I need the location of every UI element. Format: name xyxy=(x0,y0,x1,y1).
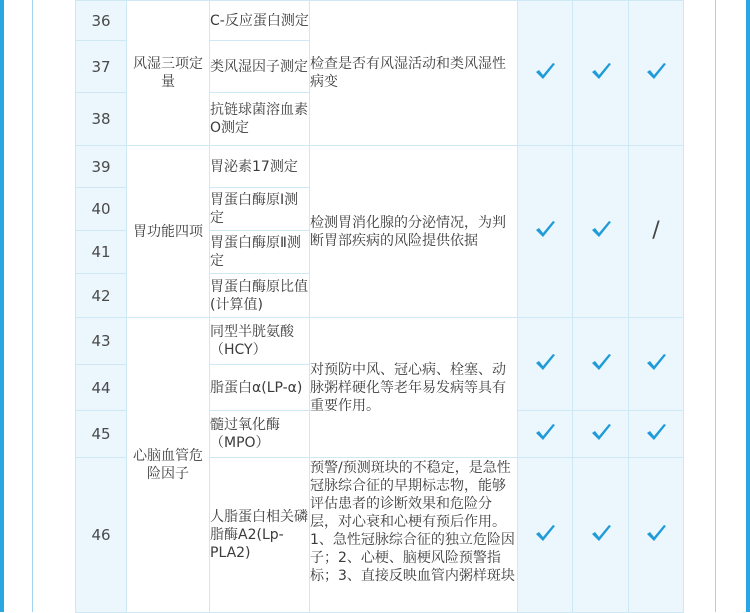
checkmark-icon xyxy=(646,352,666,372)
package-b-cell xyxy=(573,318,629,411)
item-name: 胃泌素17测定 xyxy=(210,146,310,188)
description-cell: 对预防中风、冠心病、栓塞、动脉粥样硬化等老年易发病等具有重要作用。 xyxy=(310,318,518,458)
row-number: 41 xyxy=(76,231,127,274)
item-name: 胃蛋白酶原Ⅰ测定 xyxy=(210,188,310,231)
category-cell: 胃功能四项 xyxy=(127,146,210,318)
checkmark-icon xyxy=(591,352,611,372)
item-name: C-反应蛋白测定 xyxy=(210,1,310,41)
row-number: 42 xyxy=(76,274,127,318)
package-a-cell xyxy=(518,318,573,411)
item-name: 类风湿因子测定 xyxy=(210,41,310,93)
description-cell: 预警/预测斑块的不稳定，是急性冠脉综合征的早期标志物，能够评估患者的诊断效果和危险分层，对心衰和心梗有预后作用。1、急性冠脉综合征的独立危险因子；2、心梗、脑梗风险预警指标；3、直接反映血管内粥样斑块 xyxy=(310,458,518,613)
left-frame-line xyxy=(32,0,33,612)
package-c-cell xyxy=(629,1,684,146)
row-number: 44 xyxy=(76,365,127,411)
checkmark-icon xyxy=(591,219,611,239)
package-b-cell xyxy=(573,146,629,318)
package-a-cell xyxy=(518,146,573,318)
checkmark-icon xyxy=(646,61,666,81)
item-name: 脂蛋白α(LP-α) xyxy=(210,365,310,411)
checkmark-icon xyxy=(646,422,666,442)
category-cell: 风湿三项定量 xyxy=(127,1,210,146)
package-a-cell xyxy=(518,411,573,458)
item-name: 髓过氧化酶（MPO） xyxy=(210,411,310,458)
description-cell: 检查是否有风湿活动和类风湿性病变 xyxy=(310,1,518,146)
checkmark-icon xyxy=(591,523,611,543)
not-applicable-mark: / xyxy=(652,217,660,243)
row-number: 37 xyxy=(76,41,127,93)
package-a-cell xyxy=(518,1,573,146)
package-b-cell xyxy=(573,411,629,458)
package-b-cell xyxy=(573,458,629,613)
row-number: 46 xyxy=(76,458,127,613)
checkmark-icon xyxy=(535,422,555,442)
table-row xyxy=(76,318,684,365)
row-number: 40 xyxy=(76,188,127,231)
checkmark-icon xyxy=(646,523,666,543)
checkmark-icon xyxy=(535,219,555,239)
row-number: 45 xyxy=(76,411,127,458)
checkmark-icon xyxy=(535,523,555,543)
row-number: 43 xyxy=(76,318,127,365)
category-cell: 心脑血管危险因子 xyxy=(127,318,210,613)
row-number: 39 xyxy=(76,146,127,188)
row-number: 38 xyxy=(76,93,127,146)
left-accent-bar xyxy=(0,0,4,612)
package-c-cell xyxy=(629,458,684,613)
package-c-cell xyxy=(629,146,684,318)
row-number: 36 xyxy=(76,1,127,41)
package-c-cell xyxy=(629,411,684,458)
checkmark-icon xyxy=(535,61,555,81)
package-a-cell xyxy=(518,458,573,613)
description-cell: 检测胃消化腺的分泌情况，为判断胃部疾病的风险提供依据 xyxy=(310,146,518,318)
checkmark-icon xyxy=(591,422,611,442)
package-c-cell xyxy=(629,318,684,411)
checkmark-icon xyxy=(591,61,611,81)
item-name: 人脂蛋白相关磷脂酶A2(Lp-PLA2) xyxy=(210,458,310,613)
checkmark-icon xyxy=(535,352,555,372)
item-name: 胃蛋白酶原比值(计算值) xyxy=(210,274,310,318)
right-accent-bar xyxy=(746,0,750,612)
table-row xyxy=(76,146,684,188)
table-row xyxy=(76,1,684,41)
item-name: 抗链球菌溶血素O测定 xyxy=(210,93,310,146)
right-frame-line xyxy=(715,0,716,612)
checkup-items-table xyxy=(75,0,684,613)
item-name: 胃蛋白酶原Ⅱ测定 xyxy=(210,231,310,274)
item-name: 同型半胱氨酸（HCY） xyxy=(210,318,310,365)
package-b-cell xyxy=(573,1,629,146)
